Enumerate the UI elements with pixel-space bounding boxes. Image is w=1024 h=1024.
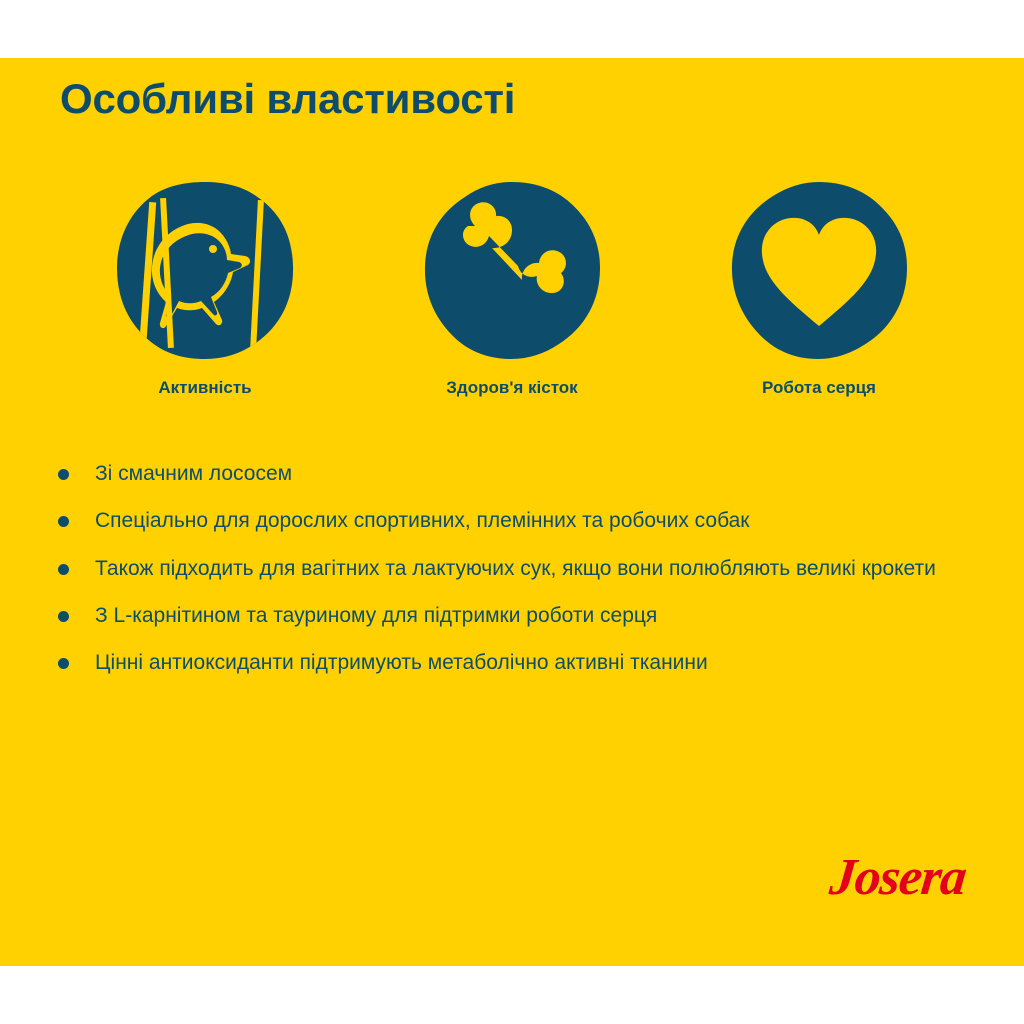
list-item	[58, 460, 958, 488]
list-item	[58, 602, 958, 630]
feature-item-heart	[674, 180, 964, 398]
feature-caption-heart: Робота серця	[762, 378, 876, 397]
bullet-dot-icon	[58, 516, 69, 527]
bone-icon	[421, 180, 603, 362]
feature-item-activity	[60, 180, 350, 398]
list-item-label: З L-карнітином та тауриному для підтримки роботи серця	[95, 604, 658, 628]
bullet-dot-icon	[58, 564, 69, 575]
list-item-label: Також підходить для вагітних та лактуючих сук, якщо вони полюбляють великі крокети	[95, 556, 936, 580]
list-item-label: Спеціально для дорослих спортивних, племінних та робочих собак	[95, 509, 750, 533]
feature-item-bone-health	[367, 180, 657, 398]
bullet-dot-icon	[58, 658, 69, 669]
bullet-dot-icon	[58, 611, 69, 622]
list-item	[58, 555, 958, 583]
feature-icons-row	[60, 180, 964, 398]
feature-bullet-list	[58, 460, 958, 697]
page-title: Особливі властивості	[60, 75, 516, 122]
list-item-label: Зі смачним лососем	[95, 462, 293, 485]
dog-running-icon	[114, 180, 296, 362]
list-item	[58, 507, 958, 535]
josera-logo: Josera	[827, 849, 970, 906]
list-item-label: Цінні антиоксиданти підтримують метаболічно активні тканини	[95, 651, 708, 675]
feature-caption-bone-health: Здоров'я кісток	[446, 378, 578, 397]
list-item	[58, 649, 958, 677]
feature-caption-activity: Активність	[158, 378, 252, 397]
bullet-dot-icon	[58, 469, 69, 480]
heart-icon	[728, 180, 910, 362]
